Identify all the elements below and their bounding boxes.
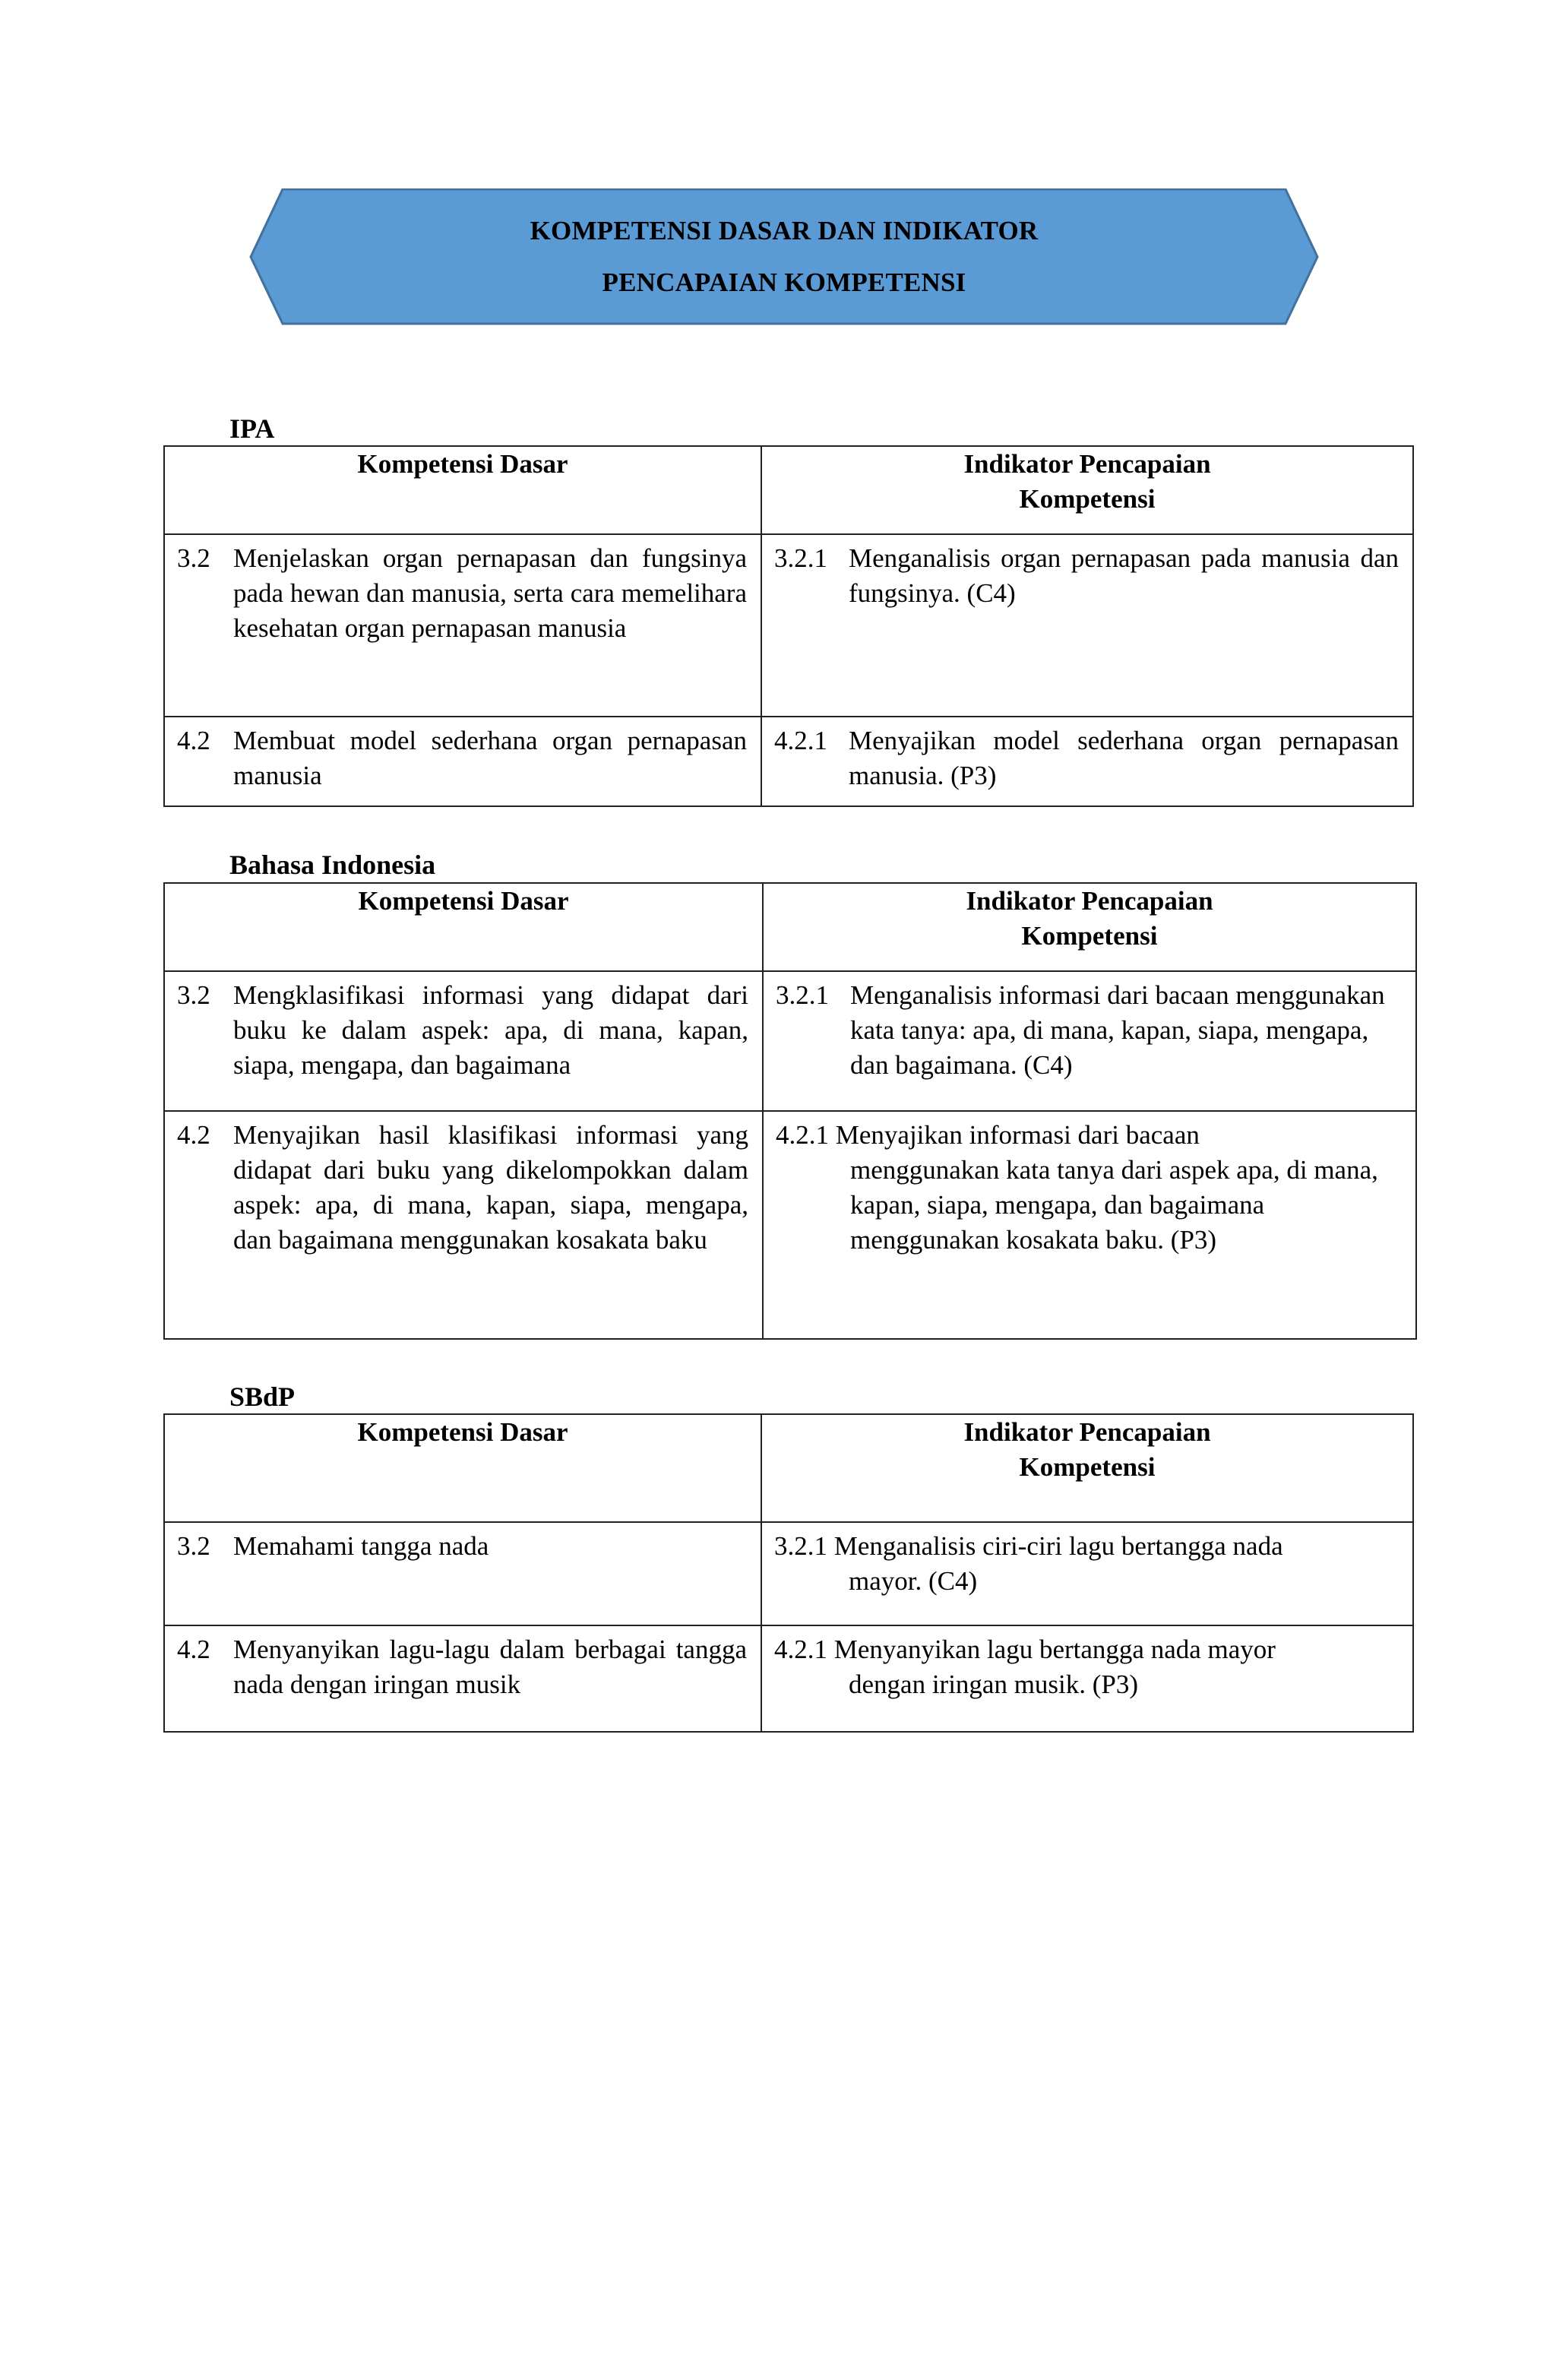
banner-title <box>249 188 1319 325</box>
table-row <box>164 1625 1413 1732</box>
indicator-text-continuation: dengan iringan musik. (P3) <box>849 1669 1139 1699</box>
indicator-text-first-line: 3.2.1 Menganalisis ciri-ciri lagu bertangga nada <box>774 1531 1283 1561</box>
kd-cell <box>164 971 763 1111</box>
indicator-text: Menyajikan model sederhana organ pernapasan manusia. (P3) <box>849 726 1399 790</box>
indicator-cell <box>763 971 1416 1111</box>
header-indikator: Indikator Pencapaian Kompetensi <box>761 446 1413 534</box>
kd-text: Memahami tangga nada <box>233 1531 489 1561</box>
header-kompetensi-dasar: Kompetensi Dasar <box>164 446 761 534</box>
kd-cell <box>164 1522 761 1625</box>
indicator-number: 3.2.1 <box>774 543 827 573</box>
kd-number: 4.2 <box>177 1635 210 1664</box>
kd-cell <box>164 1625 761 1732</box>
indicator-cell <box>761 717 1413 806</box>
indicator-text: Menganalisis informasi dari bacaan menggunakan kata tanya: apa, di mana, kapan, siapa, mengapa, dan bagaimana. (C4) <box>850 980 1385 1080</box>
table-row <box>164 1522 1413 1625</box>
indicator-text-first-line: 4.2.1 Menyajikan informasi dari bacaan <box>776 1120 1200 1150</box>
kd-number: 3.2 <box>177 1531 210 1561</box>
kd-number: 3.2 <box>177 543 210 573</box>
indicator-cell <box>761 1625 1413 1732</box>
table-sbdp <box>163 1413 1414 1733</box>
header-kompetensi-dasar: Kompetensi Dasar <box>164 883 763 971</box>
kd-cell <box>164 534 761 717</box>
table-header-row <box>164 446 1413 534</box>
section-title-ipa: IPA <box>229 413 275 444</box>
kd-cell <box>164 1111 763 1339</box>
banner-title-line2: PENCAPAIAN KOMPETENSI <box>602 267 966 297</box>
indicator-text-continuation: menggunakan kata tanya dari aspek apa, di mana, kapan, siapa, mengapa, dan bagaimana menggunakan kosakata baku. (P3) <box>850 1155 1378 1255</box>
table-header-row <box>164 1414 1413 1522</box>
kd-text: Membuat model sederhana organ pernapasan manusia <box>233 726 747 790</box>
table-ipa <box>163 445 1414 807</box>
kd-text: Menjelaskan organ pernapasan dan fungsinya pada hewan dan manusia, serta cara memelihara kesehatan organ pernapasan manusia <box>233 543 747 643</box>
title-banner <box>249 188 1319 325</box>
header-kompetensi-dasar: Kompetensi Dasar <box>164 1414 761 1522</box>
kd-number: 4.2 <box>177 726 210 755</box>
banner-title-line1: KOMPETENSI DASAR DAN INDIKATOR <box>530 216 1039 245</box>
indicator-number: 4.2.1 <box>774 726 827 755</box>
table-row <box>164 534 1413 717</box>
section-title-sbdp: SBdP <box>229 1381 296 1412</box>
kd-text: Mengklasifikasi informasi yang didapat dari buku ke dalam aspek: apa, di mana, kapan, siapa, mengapa, dan bagaimana <box>233 980 748 1080</box>
section-title-bahasa-indonesia: Bahasa Indonesia <box>229 850 436 880</box>
indicator-text-first-line: 4.2.1 Menyanyikan lagu bertangga nada mayor <box>774 1635 1276 1664</box>
kd-text: Menyanyikan lagu-lagu dalam berbagai tangga nada dengan iringan musik <box>233 1635 747 1699</box>
header-indikator: Indikator Pencapaian Kompetensi <box>761 1414 1413 1522</box>
table-header-row <box>164 883 1416 971</box>
table-row <box>164 971 1416 1111</box>
header-indikator: Indikator Pencapaian Kompetensi <box>763 883 1416 971</box>
indicator-cell <box>761 1522 1413 1625</box>
kd-number: 3.2 <box>177 980 210 1010</box>
kd-number: 4.2 <box>177 1120 210 1150</box>
indicator-cell <box>761 534 1413 717</box>
indicator-text: Menganalisis organ pernapasan pada manusia dan fungsinya. (C4) <box>849 543 1399 608</box>
indicator-number: 3.2.1 <box>776 980 829 1010</box>
kd-cell <box>164 717 761 806</box>
table-row <box>164 1111 1416 1339</box>
indicator-cell <box>763 1111 1416 1339</box>
kd-text: Menyajikan hasil klasifikasi informasi yang didapat dari buku yang dikelompokkan dalam aspek: apa, di mana, kapan, siapa, mengapa, dan bagaimana menggunakan kosakata baku <box>233 1120 748 1255</box>
table-row <box>164 717 1413 806</box>
indicator-text-continuation: mayor. (C4) <box>849 1566 978 1596</box>
table-bahasa-indonesia <box>163 882 1417 1340</box>
